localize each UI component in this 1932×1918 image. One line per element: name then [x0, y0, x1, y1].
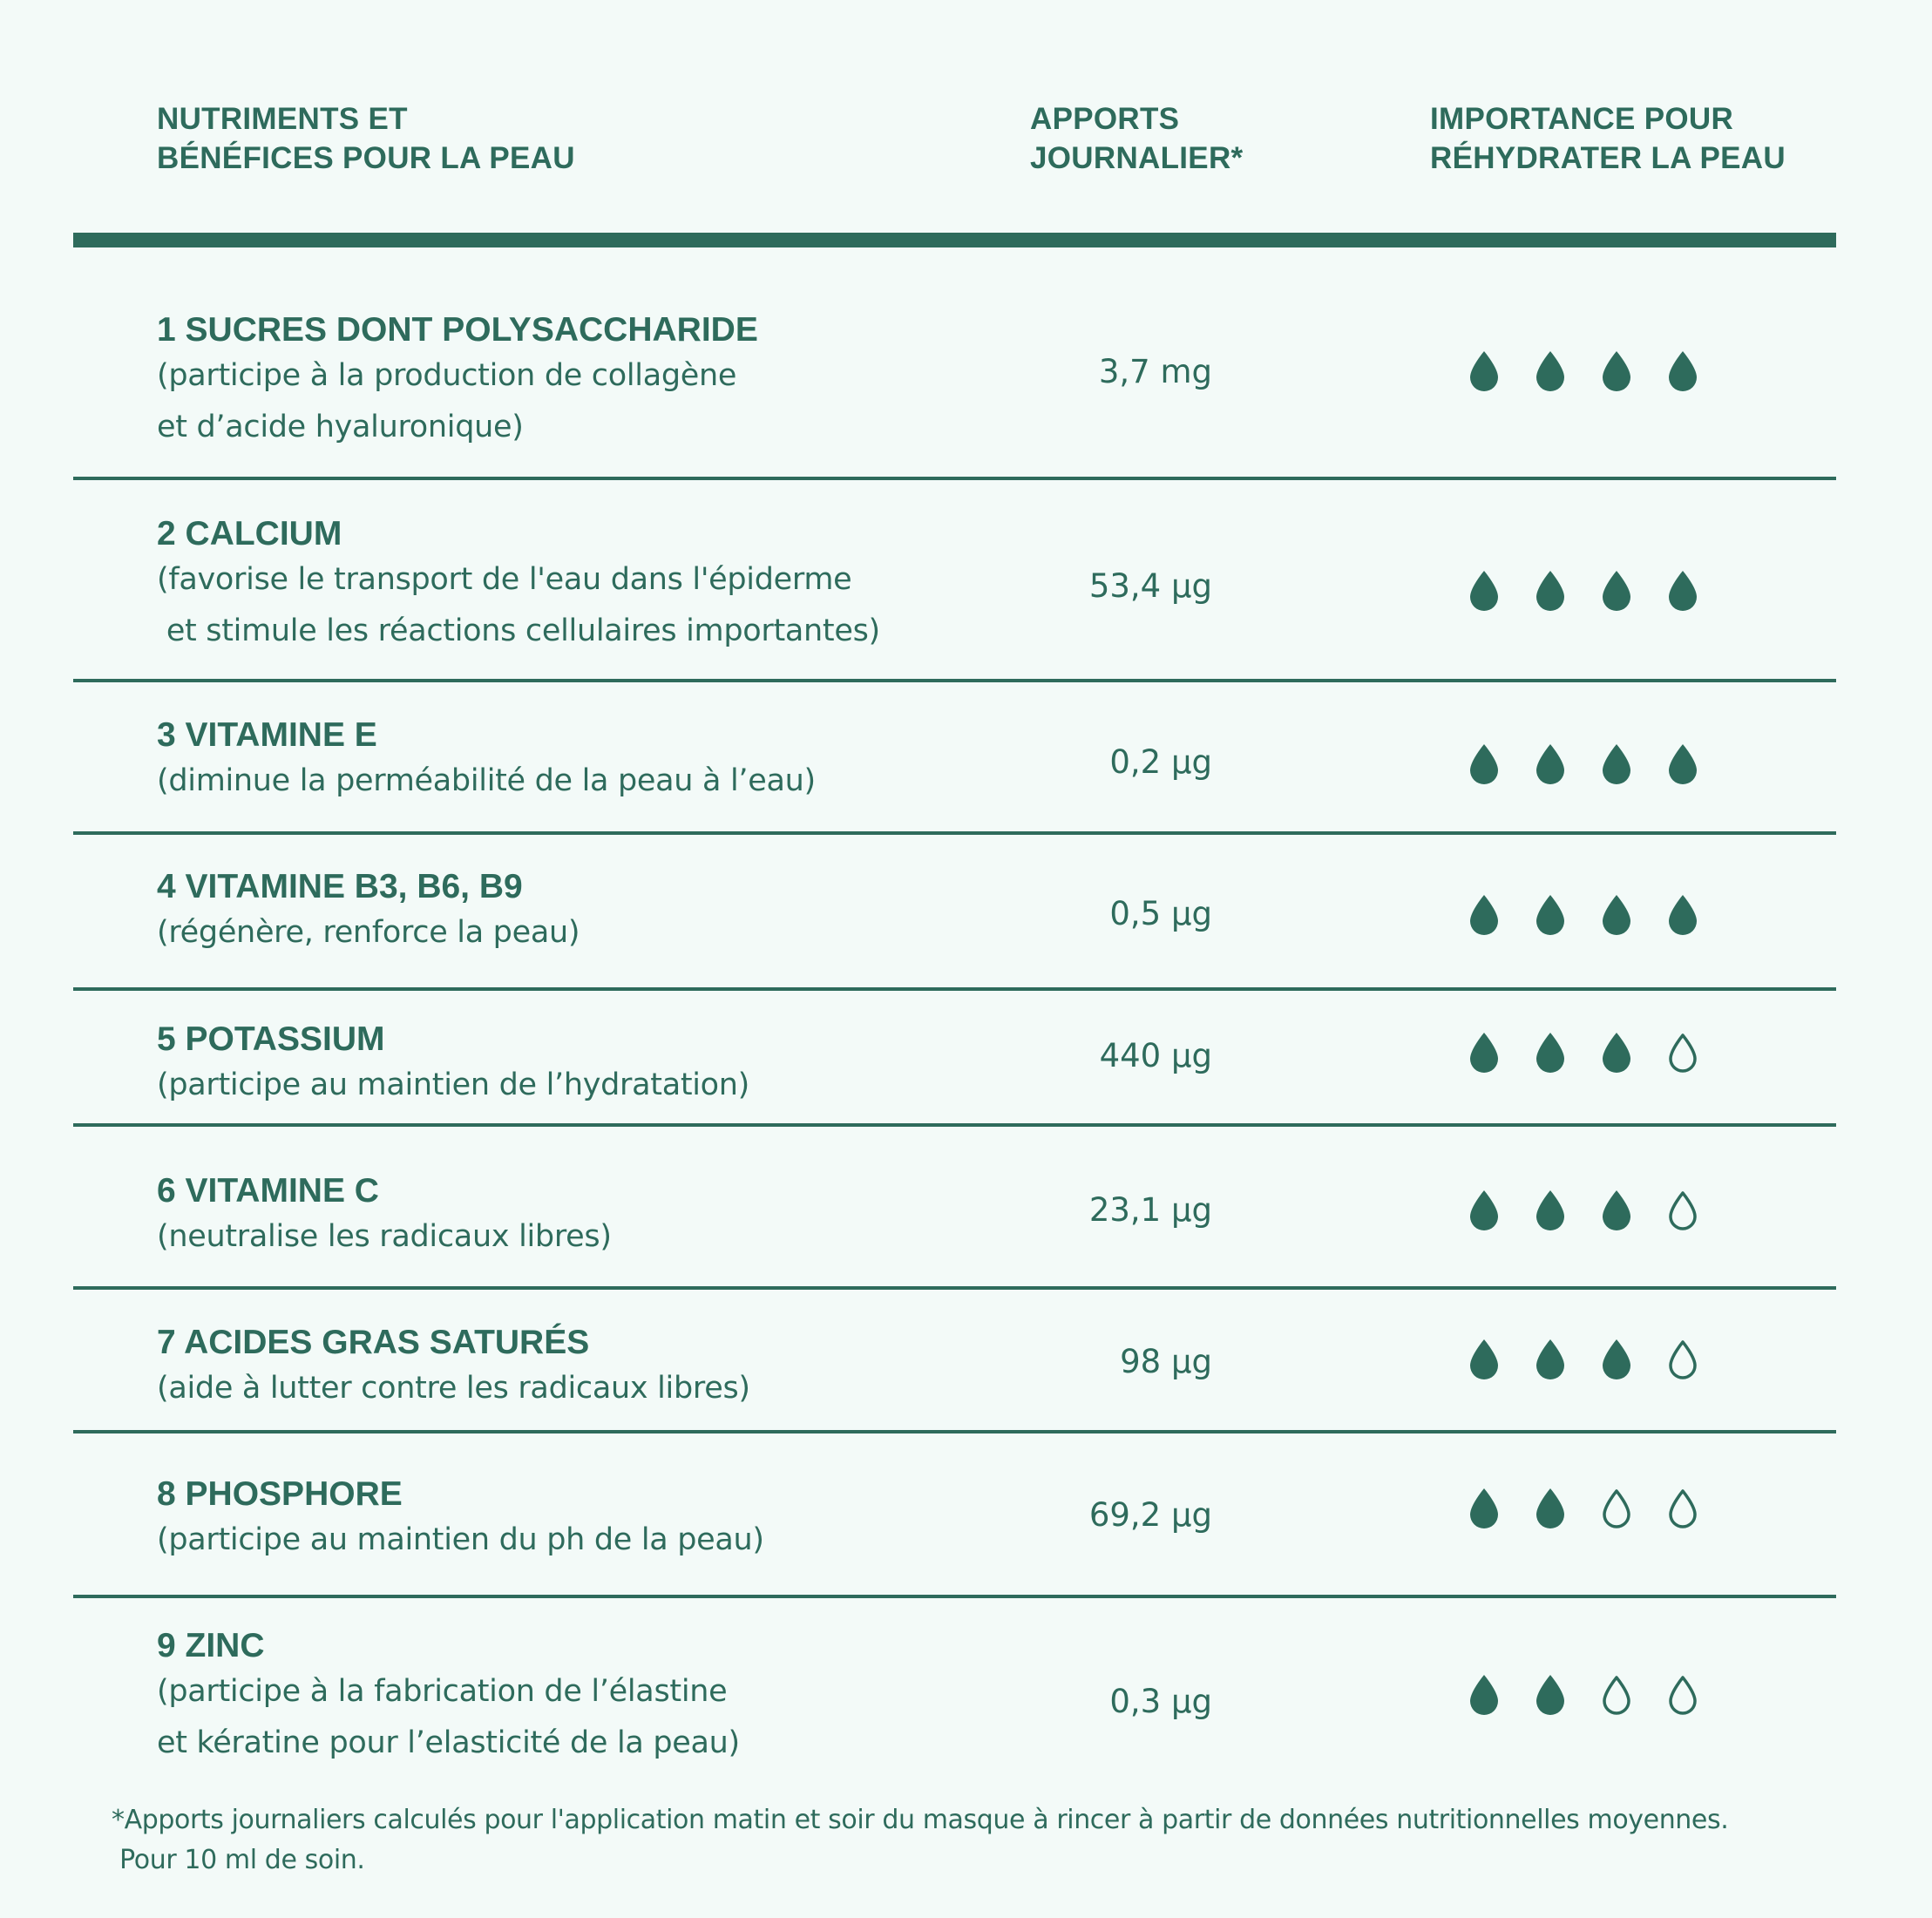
row-divider [73, 987, 1836, 991]
nutrient-benefit: (participe au maintien de l’hydratation) [157, 1067, 750, 1102]
drop-filled-icon [1534, 1189, 1567, 1233]
drop-outline-icon [1600, 1674, 1633, 1718]
nutrient-benefit: et kératine pour l’elasticité de la peau) [157, 1725, 740, 1760]
nutrient-title: 7 ACIDES GRAS SATURÉS [157, 1324, 590, 1361]
nutrient-benefit: (participe à la fabrication de l’élastine [157, 1674, 728, 1709]
nutrient-benefit: et d’acide hyaluronique) [157, 410, 524, 444]
drop-outline-icon [1600, 1488, 1633, 1531]
drop-filled-icon [1534, 1032, 1567, 1075]
importance-rating [1468, 570, 1699, 613]
row-divider [73, 1595, 1836, 1598]
nutrient-title: 5 POTASSIUM [157, 1020, 385, 1058]
nutrient-title: 2 CALCIUM [157, 515, 342, 552]
drop-filled-icon [1468, 1488, 1501, 1531]
importance-rating [1468, 350, 1699, 394]
nutrient-benefit: (neutralise les radicaux libres) [157, 1219, 612, 1254]
drop-filled-icon [1534, 350, 1567, 394]
header-line: NUTRIMENTS ET [157, 102, 408, 136]
nutrient-cell [157, 1474, 764, 1566]
drop-filled-icon [1468, 570, 1501, 613]
daily-intake-value: 53,4 µg [1088, 567, 1212, 605]
nutrient-cell [157, 867, 580, 959]
header-line: RÉHYDRATER LA PEAU [1430, 141, 1786, 175]
drop-outline-icon [1666, 1339, 1699, 1382]
drop-filled-icon [1666, 894, 1699, 938]
drop-filled-icon [1534, 1674, 1567, 1718]
footnote [112, 1800, 1728, 1881]
drop-outline-icon [1666, 1189, 1699, 1233]
nutrient-title: 4 VITAMINE B3, B6, B9 [157, 868, 523, 905]
nutrient-title: 6 VITAMINE C [157, 1172, 379, 1210]
importance-rating [1468, 1032, 1699, 1075]
nutrient-cell [157, 310, 758, 453]
daily-intake-value: 3,7 mg [1098, 353, 1212, 390]
drop-filled-icon [1600, 350, 1633, 394]
drop-filled-icon [1600, 1189, 1633, 1233]
nutrient-benefit: (aide à lutter contre les radicaux libres) [157, 1371, 750, 1406]
nutrient-benefit: (participe à la production de collagène [157, 358, 737, 393]
header-line: JOURNALIER* [1030, 141, 1244, 175]
nutrient-cell [157, 1171, 612, 1263]
drop-filled-icon [1666, 350, 1699, 394]
daily-intake-value: 69,2 µg [1088, 1496, 1212, 1534]
drop-outline-icon [1666, 1674, 1699, 1718]
importance-rating [1468, 1189, 1699, 1233]
row-divider [73, 1430, 1836, 1433]
nutrient-title: 8 PHOSPHORE [157, 1475, 403, 1513]
daily-intake-value: 98 µg [1120, 1343, 1212, 1380]
nutrient-cell [157, 1323, 750, 1414]
drop-filled-icon [1468, 1189, 1501, 1233]
nutrient-cell [157, 514, 880, 657]
nutrient-benefit: (régénère, renforce la peau) [157, 915, 580, 950]
nutrient-cell [157, 1626, 740, 1769]
importance-rating [1468, 743, 1699, 787]
drop-filled-icon [1468, 350, 1501, 394]
column-header-importance [1430, 99, 1786, 178]
drop-filled-icon [1534, 1339, 1567, 1382]
nutrient-cell [157, 715, 816, 807]
drop-filled-icon [1534, 743, 1567, 787]
drop-filled-icon [1600, 743, 1633, 787]
daily-intake-value: 440 µg [1099, 1037, 1212, 1074]
drop-filled-icon [1600, 894, 1633, 938]
nutrient-benefit: (diminue la perméabilité de la peau à l’eau) [157, 763, 816, 798]
importance-rating [1468, 1674, 1699, 1718]
row-divider [73, 831, 1836, 835]
header-line: APPORTS [1030, 102, 1180, 136]
drop-filled-icon [1468, 1674, 1501, 1718]
nutrient-title: 1 SUCRES DONT POLYSACCHARIDE [157, 311, 758, 349]
nutrient-benefit: (participe au maintien du ph de la peau) [157, 1522, 764, 1557]
footnote-line: *Apports journaliers calculés pour l'application matin et soir du masque à rincer à partir de données nutritionnelles moyennes. [112, 1805, 1729, 1835]
nutrient-cell [157, 1020, 749, 1111]
nutrient-title: 9 ZINC [157, 1627, 265, 1664]
drop-filled-icon [1600, 570, 1633, 613]
column-header-nutrients [157, 99, 575, 178]
drop-filled-icon [1534, 1488, 1567, 1531]
importance-rating [1468, 1339, 1699, 1382]
drop-outline-icon [1666, 1488, 1699, 1531]
nutrient-benefit: et stimule les réactions cellulaires importantes) [157, 613, 880, 648]
drop-filled-icon [1666, 743, 1699, 787]
daily-intake-value: 23,1 µg [1088, 1191, 1212, 1229]
column-header-daily-intake [1030, 99, 1243, 178]
importance-rating [1468, 1488, 1699, 1531]
drop-filled-icon [1468, 1339, 1501, 1382]
drop-filled-icon [1600, 1339, 1633, 1382]
daily-intake-value: 0,2 µg [1109, 743, 1212, 781]
nutrient-benefit: (favorise le transport de l'eau dans l'épiderme [157, 562, 852, 597]
daily-intake-value: 0,5 µg [1109, 895, 1212, 932]
footnote-line: Pour 10 ml de soin. [112, 1845, 365, 1875]
drop-filled-icon [1534, 894, 1567, 938]
drop-filled-icon [1534, 570, 1567, 613]
daily-intake-value: 0,3 µg [1109, 1683, 1212, 1720]
row-divider [73, 1286, 1836, 1290]
drop-filled-icon [1600, 1032, 1633, 1075]
nutrient-title: 3 VITAMINE E [157, 716, 377, 754]
drop-filled-icon [1468, 743, 1501, 787]
header-line: BÉNÉFICES POUR LA PEAU [157, 141, 575, 175]
header-divider-bar [73, 233, 1836, 247]
row-divider [73, 679, 1836, 682]
drop-filled-icon [1666, 570, 1699, 613]
row-divider [73, 477, 1836, 480]
importance-rating [1468, 894, 1699, 938]
drop-filled-icon [1468, 894, 1501, 938]
row-divider [73, 1123, 1836, 1127]
header-line: IMPORTANCE POUR [1430, 102, 1734, 136]
drop-outline-icon [1666, 1032, 1699, 1075]
drop-filled-icon [1468, 1032, 1501, 1075]
